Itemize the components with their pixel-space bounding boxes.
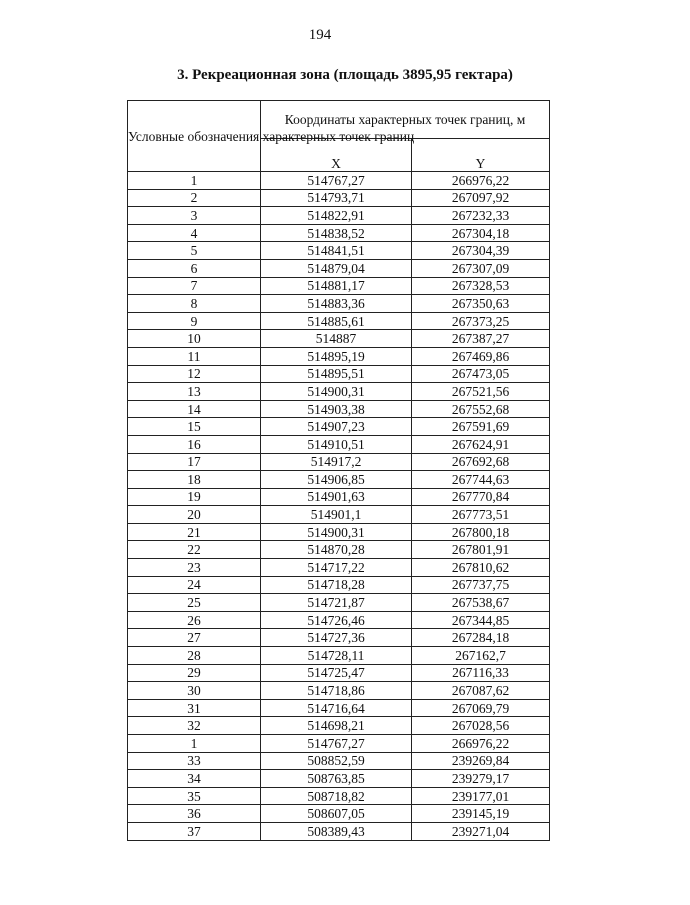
- table-row: [128, 189, 550, 207]
- y-coordinate-cell: 267284,18: [412, 629, 550, 647]
- x-coordinate-cell: 514822,91: [261, 207, 412, 225]
- y-coordinate-cell: 267810,62: [412, 559, 550, 577]
- table-row: [128, 330, 550, 348]
- table-row: [128, 383, 550, 401]
- point-label-cell: 22: [128, 541, 261, 559]
- x-coordinate-cell: 514917,2: [261, 453, 412, 471]
- y-column-header: Y: [412, 139, 550, 172]
- table-row: [128, 594, 550, 612]
- table-row: [128, 242, 550, 260]
- y-coordinate-cell: 267624,91: [412, 435, 550, 453]
- table-row: [128, 488, 550, 506]
- table-row: [128, 207, 550, 225]
- y-coordinate-cell: 267087,62: [412, 682, 550, 700]
- y-coordinate-cell: 267069,79: [412, 699, 550, 717]
- x-coordinate-cell: 514895,19: [261, 347, 412, 365]
- x-coordinate-cell: 514718,86: [261, 682, 412, 700]
- point-label-cell: 19: [128, 488, 261, 506]
- x-coordinate-cell: 514841,51: [261, 242, 412, 260]
- table-row: [128, 541, 550, 559]
- y-coordinate-cell: 267521,56: [412, 383, 550, 401]
- point-label-cell: 9: [128, 312, 261, 330]
- x-coordinate-cell: 514910,51: [261, 435, 412, 453]
- point-label-cell: 16: [128, 435, 261, 453]
- table-row: [128, 418, 550, 436]
- point-label-cell: 20: [128, 506, 261, 524]
- table-body: [128, 172, 550, 841]
- y-coordinate-cell: 267473,05: [412, 365, 550, 383]
- point-label-cell: 1: [128, 172, 261, 190]
- y-coordinate-cell: 267304,39: [412, 242, 550, 260]
- table-row: [128, 752, 550, 770]
- x-coordinate-cell: 514721,87: [261, 594, 412, 612]
- y-coordinate-cell: 266976,22: [412, 735, 550, 753]
- table-row: [128, 224, 550, 242]
- x-coordinate-cell: 508718,82: [261, 787, 412, 805]
- x-coordinate-cell: 514900,31: [261, 383, 412, 401]
- table-row: [128, 259, 550, 277]
- table-row: [128, 365, 550, 383]
- point-label-cell: 23: [128, 559, 261, 577]
- x-coordinate-cell: 514887: [261, 330, 412, 348]
- x-coordinate-cell: 514901,1: [261, 506, 412, 524]
- y-coordinate-cell: 239269,84: [412, 752, 550, 770]
- x-coordinate-cell: 508607,05: [261, 805, 412, 823]
- point-label-cell: 8: [128, 295, 261, 313]
- point-label-cell: 36: [128, 805, 261, 823]
- y-coordinate-cell: 267744,63: [412, 471, 550, 489]
- point-label-cell: 18: [128, 471, 261, 489]
- table-row: [128, 277, 550, 295]
- point-label-cell: 25: [128, 594, 261, 612]
- point-label-cell: 10: [128, 330, 261, 348]
- point-label-cell: 21: [128, 523, 261, 541]
- y-coordinate-cell: 267591,69: [412, 418, 550, 436]
- y-coordinate-cell: 267801,91: [412, 541, 550, 559]
- y-coordinate-cell: 267387,27: [412, 330, 550, 348]
- y-coordinate-cell: 239177,01: [412, 787, 550, 805]
- table-row: [128, 347, 550, 365]
- y-coordinate-cell: 267469,86: [412, 347, 550, 365]
- table-row: [128, 717, 550, 735]
- y-coordinate-cell: 267552,68: [412, 400, 550, 418]
- point-label-cell: 2: [128, 189, 261, 207]
- table-row: [128, 787, 550, 805]
- section-heading: 3. Рекреационная зона (площадь 3895,95 гектара): [177, 67, 513, 83]
- table-row: [128, 435, 550, 453]
- x-coordinate-cell: 514879,04: [261, 259, 412, 277]
- point-label-cell: 6: [128, 259, 261, 277]
- point-label-cell: 3: [128, 207, 261, 225]
- y-coordinate-cell: 267162,7: [412, 647, 550, 665]
- x-coordinate-cell: 514906,85: [261, 471, 412, 489]
- point-label-cell: 37: [128, 822, 261, 840]
- x-coordinate-cell: 514767,27: [261, 735, 412, 753]
- x-coordinate-cell: 514895,51: [261, 365, 412, 383]
- y-coordinate-cell: 239271,04: [412, 822, 550, 840]
- x-coordinate-cell: 514727,36: [261, 629, 412, 647]
- point-label-cell: 30: [128, 682, 261, 700]
- y-coordinate-cell: 267116,33: [412, 664, 550, 682]
- x-coordinate-cell: 514718,28: [261, 576, 412, 594]
- coordinates-table: [127, 100, 550, 841]
- x-coordinate-cell: 514728,11: [261, 647, 412, 665]
- point-label-cell: 27: [128, 629, 261, 647]
- x-coordinate-cell: 514767,27: [261, 172, 412, 190]
- y-coordinate-cell: 267097,92: [412, 189, 550, 207]
- y-coordinate-cell: 267800,18: [412, 523, 550, 541]
- point-label-cell: 1: [128, 735, 261, 753]
- point-label-cell: 15: [128, 418, 261, 436]
- table-row: [128, 559, 550, 577]
- y-coordinate-cell: 267773,51: [412, 506, 550, 524]
- y-coordinate-cell: 267373,25: [412, 312, 550, 330]
- point-label-cell: 12: [128, 365, 261, 383]
- y-coordinate-cell: 267344,85: [412, 611, 550, 629]
- point-label-cell: 5: [128, 242, 261, 260]
- table-row: [128, 172, 550, 190]
- y-coordinate-cell: 267770,84: [412, 488, 550, 506]
- point-label-cell: 33: [128, 752, 261, 770]
- point-label-cell: 34: [128, 770, 261, 788]
- point-label-cell: 4: [128, 224, 261, 242]
- point-label-cell: 7: [128, 277, 261, 295]
- x-coordinate-cell: 514716,64: [261, 699, 412, 717]
- point-label-cell: 14: [128, 400, 261, 418]
- y-coordinate-cell: 239145,19: [412, 805, 550, 823]
- x-coordinate-cell: 514901,63: [261, 488, 412, 506]
- table-row: [128, 523, 550, 541]
- x-coordinate-cell: 514900,31: [261, 523, 412, 541]
- table-row: [128, 664, 550, 682]
- table-row: [128, 312, 550, 330]
- x-coordinate-cell: 514717,22: [261, 559, 412, 577]
- y-coordinate-cell: 266976,22: [412, 172, 550, 190]
- point-label-cell: 32: [128, 717, 261, 735]
- x-coordinate-cell: 514907,23: [261, 418, 412, 436]
- table-row: [128, 506, 550, 524]
- y-coordinate-cell: 239279,17: [412, 770, 550, 788]
- table-row: [128, 770, 550, 788]
- y-coordinate-cell: 267350,63: [412, 295, 550, 313]
- coordinates-column-header: Координаты характерных точек границ, м: [261, 101, 550, 139]
- table-row: [128, 647, 550, 665]
- point-label-cell: 35: [128, 787, 261, 805]
- y-coordinate-cell: 267692,68: [412, 453, 550, 471]
- x-coordinate-cell: 514885,61: [261, 312, 412, 330]
- point-label-cell: 31: [128, 699, 261, 717]
- y-coordinate-cell: 267307,09: [412, 259, 550, 277]
- y-coordinate-cell: 267232,33: [412, 207, 550, 225]
- x-coordinate-cell: 514838,52: [261, 224, 412, 242]
- x-coordinate-cell: 508763,85: [261, 770, 412, 788]
- point-label-cell: 17: [128, 453, 261, 471]
- x-coordinate-cell: 514793,71: [261, 189, 412, 207]
- x-coordinate-cell: 514725,47: [261, 664, 412, 682]
- table-row: [128, 611, 550, 629]
- page-number: 194: [308, 27, 332, 43]
- point-label-cell: 26: [128, 611, 261, 629]
- x-coordinate-cell: 508389,43: [261, 822, 412, 840]
- table-row: [128, 295, 550, 313]
- x-coordinate-cell: 514726,46: [261, 611, 412, 629]
- table-row: [128, 822, 550, 840]
- table-row: [128, 682, 550, 700]
- table-row: [128, 699, 550, 717]
- point-label-cell: 28: [128, 647, 261, 665]
- table-row: [128, 471, 550, 489]
- table-row: [128, 576, 550, 594]
- x-coordinate-cell: 514881,17: [261, 277, 412, 295]
- x-coordinate-cell: 508852,59: [261, 752, 412, 770]
- y-coordinate-cell: 267028,56: [412, 717, 550, 735]
- x-coordinate-cell: 514870,28: [261, 541, 412, 559]
- y-coordinate-cell: 267304,18: [412, 224, 550, 242]
- table-row: [128, 735, 550, 753]
- x-coordinate-cell: 514698,21: [261, 717, 412, 735]
- label-column-header: Условные обозначения характерных точек границ: [128, 101, 261, 172]
- y-coordinate-cell: 267538,67: [412, 594, 550, 612]
- point-label-cell: 13: [128, 383, 261, 401]
- x-coordinate-cell: 514883,36: [261, 295, 412, 313]
- point-label-cell: 24: [128, 576, 261, 594]
- table-row: [128, 400, 550, 418]
- y-coordinate-cell: 267328,53: [412, 277, 550, 295]
- table-row: [128, 453, 550, 471]
- y-coordinate-cell: 267737,75: [412, 576, 550, 594]
- x-column-header: X: [261, 139, 412, 172]
- point-label-cell: 11: [128, 347, 261, 365]
- table-row: [128, 629, 550, 647]
- x-coordinate-cell: 514903,38: [261, 400, 412, 418]
- point-label-cell: 29: [128, 664, 261, 682]
- table-row: [128, 805, 550, 823]
